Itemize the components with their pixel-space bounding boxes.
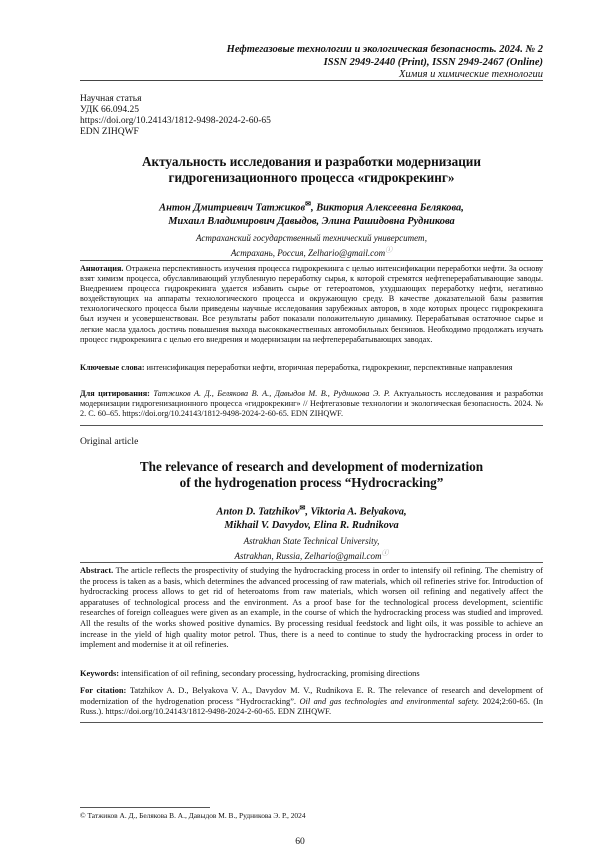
ru-abstract bbox=[80, 264, 543, 345]
en-authors bbox=[80, 501, 543, 533]
en-abstract-text: The article reflects the prospectivity of studying the hydrocracking process in order to intensify oil refining. The chemistry of the process is taken as a basis, which determines the advanced processing of raw materials, which oil refineries strive for. Introduction of hydrocracking process allows to get rid of heteroatoms from raw materials, which worsen oil refining and negatively affect the apparatuses of technological process and the environment. As a proof base for the technological process development, scientific researches of foreign colleagues were given as an example, in the course of which the hydrocracking process was studied and improved. All the results of the works showed positive dynamics. By processing residual feedstock and light oils, it was possible to achieve an increase in the yield of high quality motor petrol. Thus, there is a need to continue to study the hydrocracking process in order to implement and modernise it at oil refineries. bbox=[80, 566, 543, 650]
orcid-icon: ⓘ bbox=[381, 549, 389, 557]
en-citation-tail: 2024;2:60-65. (In Russ.). https://doi.org/10.24143/1812-9498-2024-2-60-65. EDN ZIHQWF. bbox=[80, 696, 543, 717]
ru-authors-rest: , Виктория Алексеевна Белякова, bbox=[311, 202, 464, 214]
en-abstract-top-rule bbox=[80, 562, 543, 563]
doi-link[interactable]: https://doi.org/10.24143/1812-9498-2024-2-60-65 bbox=[80, 116, 271, 126]
en-keywords-text: intensification of oil refining, secondary processing, hydrocracking, promising directions bbox=[121, 669, 420, 678]
en-abstract-label: Abstract. bbox=[80, 566, 114, 575]
ru-affiliation bbox=[80, 232, 543, 259]
ru-citation-authors: Татжиков А. Д., Белякова В. А., Давыдов М. В., Рудникова Э. Р. bbox=[153, 389, 391, 398]
ru-citation bbox=[80, 389, 543, 419]
ru-authors bbox=[80, 197, 543, 229]
en-affiliation bbox=[80, 535, 543, 562]
en-title-line1: The relevance of research and development of modernization bbox=[139, 459, 484, 474]
en-citation-label: For citation: bbox=[80, 686, 127, 695]
ru-abstract-text: Отражена перспективность изучения процесса гидрокрекинга с целью интенсификации переработки нефти. За основу взят химизм процесса, обуславливающий углубленную переработку сырья, к которой стремятся нефтеперерабатывающие заводы. Внедрением процесса гидрокрекинга удается избавить сырье от гетероатомов, ухудшающих переработку нефти, негативно воздействующих на аппараты технологического процесса и окружающую среду. В качестве доказательной базы развития технологического процесса были приведены научные исследования зарубежных авторов, в ходе которых процесс гидрокрекинга был изучен и усовершенствован. Все результаты работ показали положительную динамику. Перерабатывая остаточное сырье и легкие масла удалось достичь повышения выхода высококачественных автомобильных бензинов. Необходимо продолжать изучать процесс гидрокрекинга с целью его внедрения и модернизации на нефтеперерабатывающих заводах. bbox=[80, 264, 544, 344]
ru-abstract-top-rule bbox=[80, 260, 543, 261]
en-author-1: Anton D. Tatzhikov bbox=[216, 506, 300, 518]
copyright-notice: © Татжиков А. Д., Белякова В. А., Давыдов М. В., Рудникова Э. Р., 2024 bbox=[80, 811, 306, 820]
en-keywords bbox=[80, 669, 543, 680]
ru-abstract-label: Аннотация. bbox=[80, 264, 124, 273]
ru-affil-line1: Астраханский государственный технический университет, bbox=[196, 233, 427, 243]
ru-title-line1: Актуальность исследования и разработки модернизации bbox=[141, 154, 481, 169]
en-citation-text: Tatzhikov A. D., Belyakova V. A., Davydov M. V., Rudnikova E. R. The relevance of research and development of modernization of the hydrogenation process “Hydrocracking”. bbox=[80, 686, 544, 706]
ru-citation-label: Для цитирования: bbox=[80, 389, 150, 398]
ru-title bbox=[80, 154, 543, 185]
ru-keywords bbox=[80, 363, 543, 373]
en-title bbox=[80, 459, 543, 490]
envelope-icon: ✉ bbox=[305, 200, 312, 208]
en-abstract bbox=[80, 566, 543, 651]
issn-line: ISSN 2949-2440 (Print), ISSN 2949-2467 (Online) bbox=[323, 57, 543, 68]
orcid-icon: ⓘ bbox=[385, 246, 393, 254]
en-citation bbox=[80, 686, 543, 718]
en-citation-journal: Oil and gas technologies and environmental safety. bbox=[299, 696, 480, 706]
ru-keywords-label: Ключевые слова: bbox=[80, 363, 145, 372]
ru-affil-line2: Астрахань, Россия, Zelhario@gmail.com bbox=[230, 248, 386, 258]
en-title-line2: of the hydrogenation process “Hydrocracking” bbox=[179, 474, 444, 490]
ru-citation-text: Актуальность исследования и разработки модернизации гидрогенизационного процесса «гидрокрекинг» // Нефтегазовые технологии и экологическая безопасность. 2024. № 2. С. 60–65. https://doi.org/10.24143/1812-9498-2024-2-60-65. EDN ZIHQWF. bbox=[80, 389, 543, 419]
en-affil-line2: Astrakhan, Russia, Zelhario@gmail.com bbox=[234, 551, 382, 561]
footnote-divider bbox=[80, 807, 210, 808]
en-abstract-bottom-rule bbox=[80, 722, 543, 723]
article-type: Научная статья bbox=[80, 94, 142, 104]
ru-keywords-text: интенсификация переработки нефти, вторичная переработка, гидрокрекинг, перспективные направления bbox=[146, 363, 513, 372]
ru-authors-line2: Михаил Владимирович Давыдов, Элина Рашидовна Рудникова bbox=[168, 216, 455, 228]
envelope-icon: ✉ bbox=[299, 504, 306, 512]
en-keywords-label: Keywords: bbox=[80, 669, 120, 678]
journal-title: Нефтегазовые технологии и экологическая безопасность. 2024. № 2 bbox=[226, 44, 543, 55]
en-authors-line2: Mikhail V. Davydov, Elina R. Rudnikova bbox=[224, 520, 399, 532]
ru-title-line2: гидрогенизационного процесса «гидрокрекинг» bbox=[168, 169, 455, 185]
en-affil-line1: Astrakhan State Technical University, bbox=[243, 536, 380, 546]
udc-code: УДК 66.094.25 bbox=[80, 105, 139, 115]
en-article-type: Original article bbox=[80, 436, 139, 447]
en-authors-rest: , Viktoria A. Belyakova, bbox=[305, 506, 407, 518]
section-name: Химия и химические технологии bbox=[398, 69, 543, 80]
page-number: 60 bbox=[295, 836, 305, 847]
ru-abstract-bottom-rule bbox=[80, 425, 543, 426]
article-meta bbox=[80, 94, 271, 138]
edn-code: EDN ZIHQWF bbox=[80, 127, 139, 137]
ru-author-1: Антон Дмитриевич Татжиков bbox=[159, 202, 306, 214]
header-divider bbox=[80, 80, 543, 81]
